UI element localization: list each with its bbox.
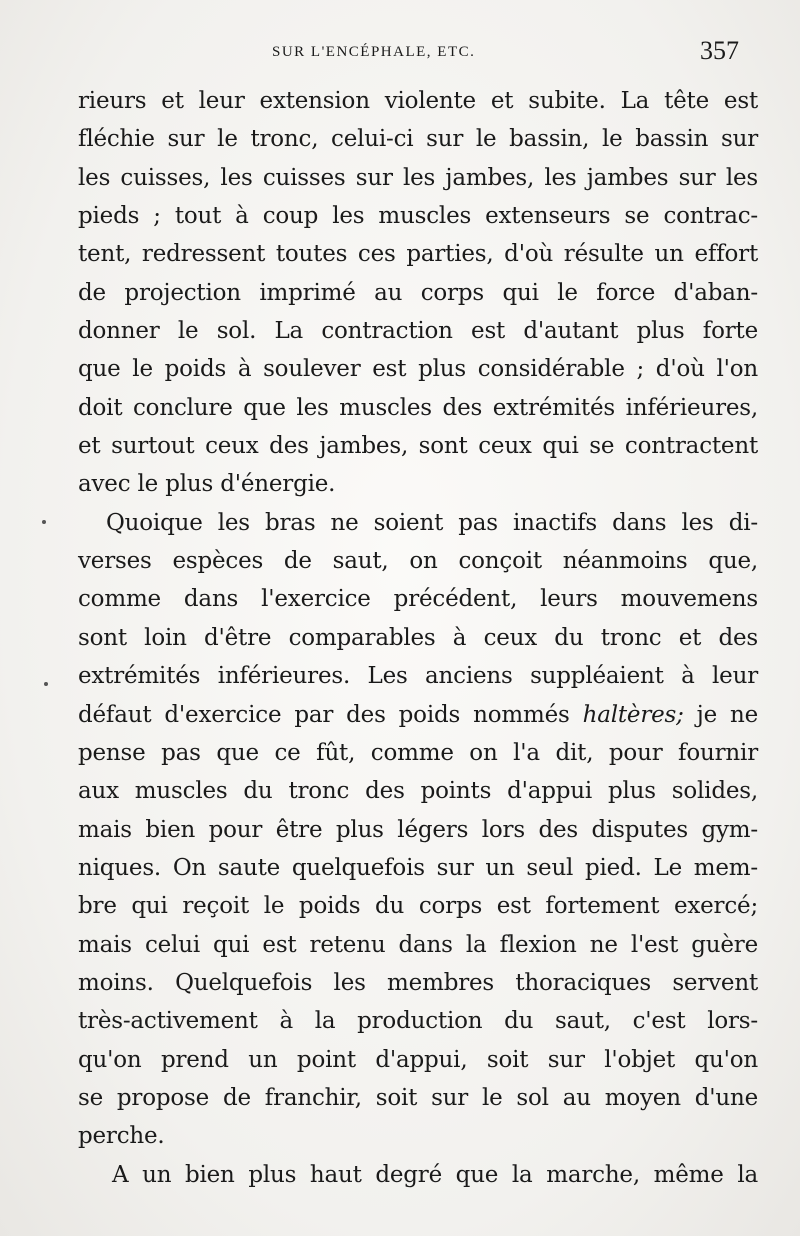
text-line: très-activement à la production du saut, c'est lors-: [78, 1008, 758, 1035]
scan-speck: [42, 520, 46, 524]
text-segment: je ne: [683, 701, 758, 728]
text-line: mais celui qui est retenu dans la flexion ne l'est guère: [78, 931, 758, 958]
text-line: aux muscles du tronc des points d'appui plus solides,: [78, 778, 758, 805]
text-line: pieds ; tout à coup les muscles extenseurs se contrac-: [78, 203, 758, 230]
text-line: sont loin d'être comparables à ceux du tronc et des: [78, 624, 758, 651]
text-segment: défaut d'exercice par des poids nommés: [78, 701, 583, 728]
text-line: tent, redressent toutes ces parties, d'où résulte un effort: [78, 241, 758, 268]
italic-term: haltères;: [582, 701, 684, 728]
text-line: perche.: [78, 1123, 165, 1150]
text-line: qu'on prend un point d'appui, soit sur l'objet qu'on: [78, 1046, 758, 1073]
text-line: se propose de franchir, soit sur le sol au moyen d'une: [78, 1084, 758, 1111]
text-line: et surtout ceux des jambes, sont ceux qui se contractent: [78, 433, 758, 460]
text-line: moins. Quelquefois les membres thoraciques servent: [78, 969, 758, 996]
text-line: fléchie sur le tronc, celui-ci sur le bassin, le bassin sur: [78, 126, 758, 153]
text-line: extrémités inférieures. Les anciens suppléaient à leur: [78, 663, 758, 690]
text-line: niques. On saute quelquefois sur un seul pied. Le mem-: [78, 854, 758, 881]
text-line: donner le sol. La contraction est d'autant plus forte: [78, 318, 758, 345]
text-line: de projection imprimé au corps qui le force d'aban-: [78, 279, 758, 306]
text-line: Quoique les bras ne soient pas inactifs dans les di-: [106, 509, 758, 536]
text-line: [78, 696, 758, 734]
text-line: rieurs et leur extension violente et subite. La tête est: [78, 88, 758, 114]
text-body: [78, 82, 758, 1194]
paragraph-2: [78, 504, 758, 1156]
text-line: bre qui reçoit le poids du corps est fortement exercé;: [78, 893, 758, 920]
running-head: SUR L'ENCÉPHALE, ETC.: [272, 44, 476, 60]
page-header: [0, 36, 800, 76]
text-line: pense pas que ce fût, comme on l'a dit, pour fournir: [78, 739, 758, 766]
text-line: avec le plus d'énergie.: [78, 471, 336, 498]
paragraph-1: [78, 82, 758, 504]
paragraph-3: [78, 1156, 758, 1194]
text-line: que le poids à soulever est plus considérable ; d'où l'on: [78, 356, 758, 383]
text-line: comme dans l'exercice précédent, leurs mouvemens: [78, 586, 758, 613]
text-line: les cuisses, les cuisses sur les jambes, les jambes sur les: [78, 164, 758, 191]
text-line: doit conclure que les muscles des extrémités inférieures,: [78, 394, 758, 421]
scan-speck: [44, 682, 48, 686]
page-number: 357: [700, 36, 739, 65]
text-line: A un bien plus haut degré que la marche, même la: [112, 1161, 758, 1188]
text-line: mais bien pour être plus légers lors des disputes gym-: [78, 816, 758, 843]
text-line: verses espèces de saut, on conçoit néanmoins que,: [78, 548, 758, 575]
